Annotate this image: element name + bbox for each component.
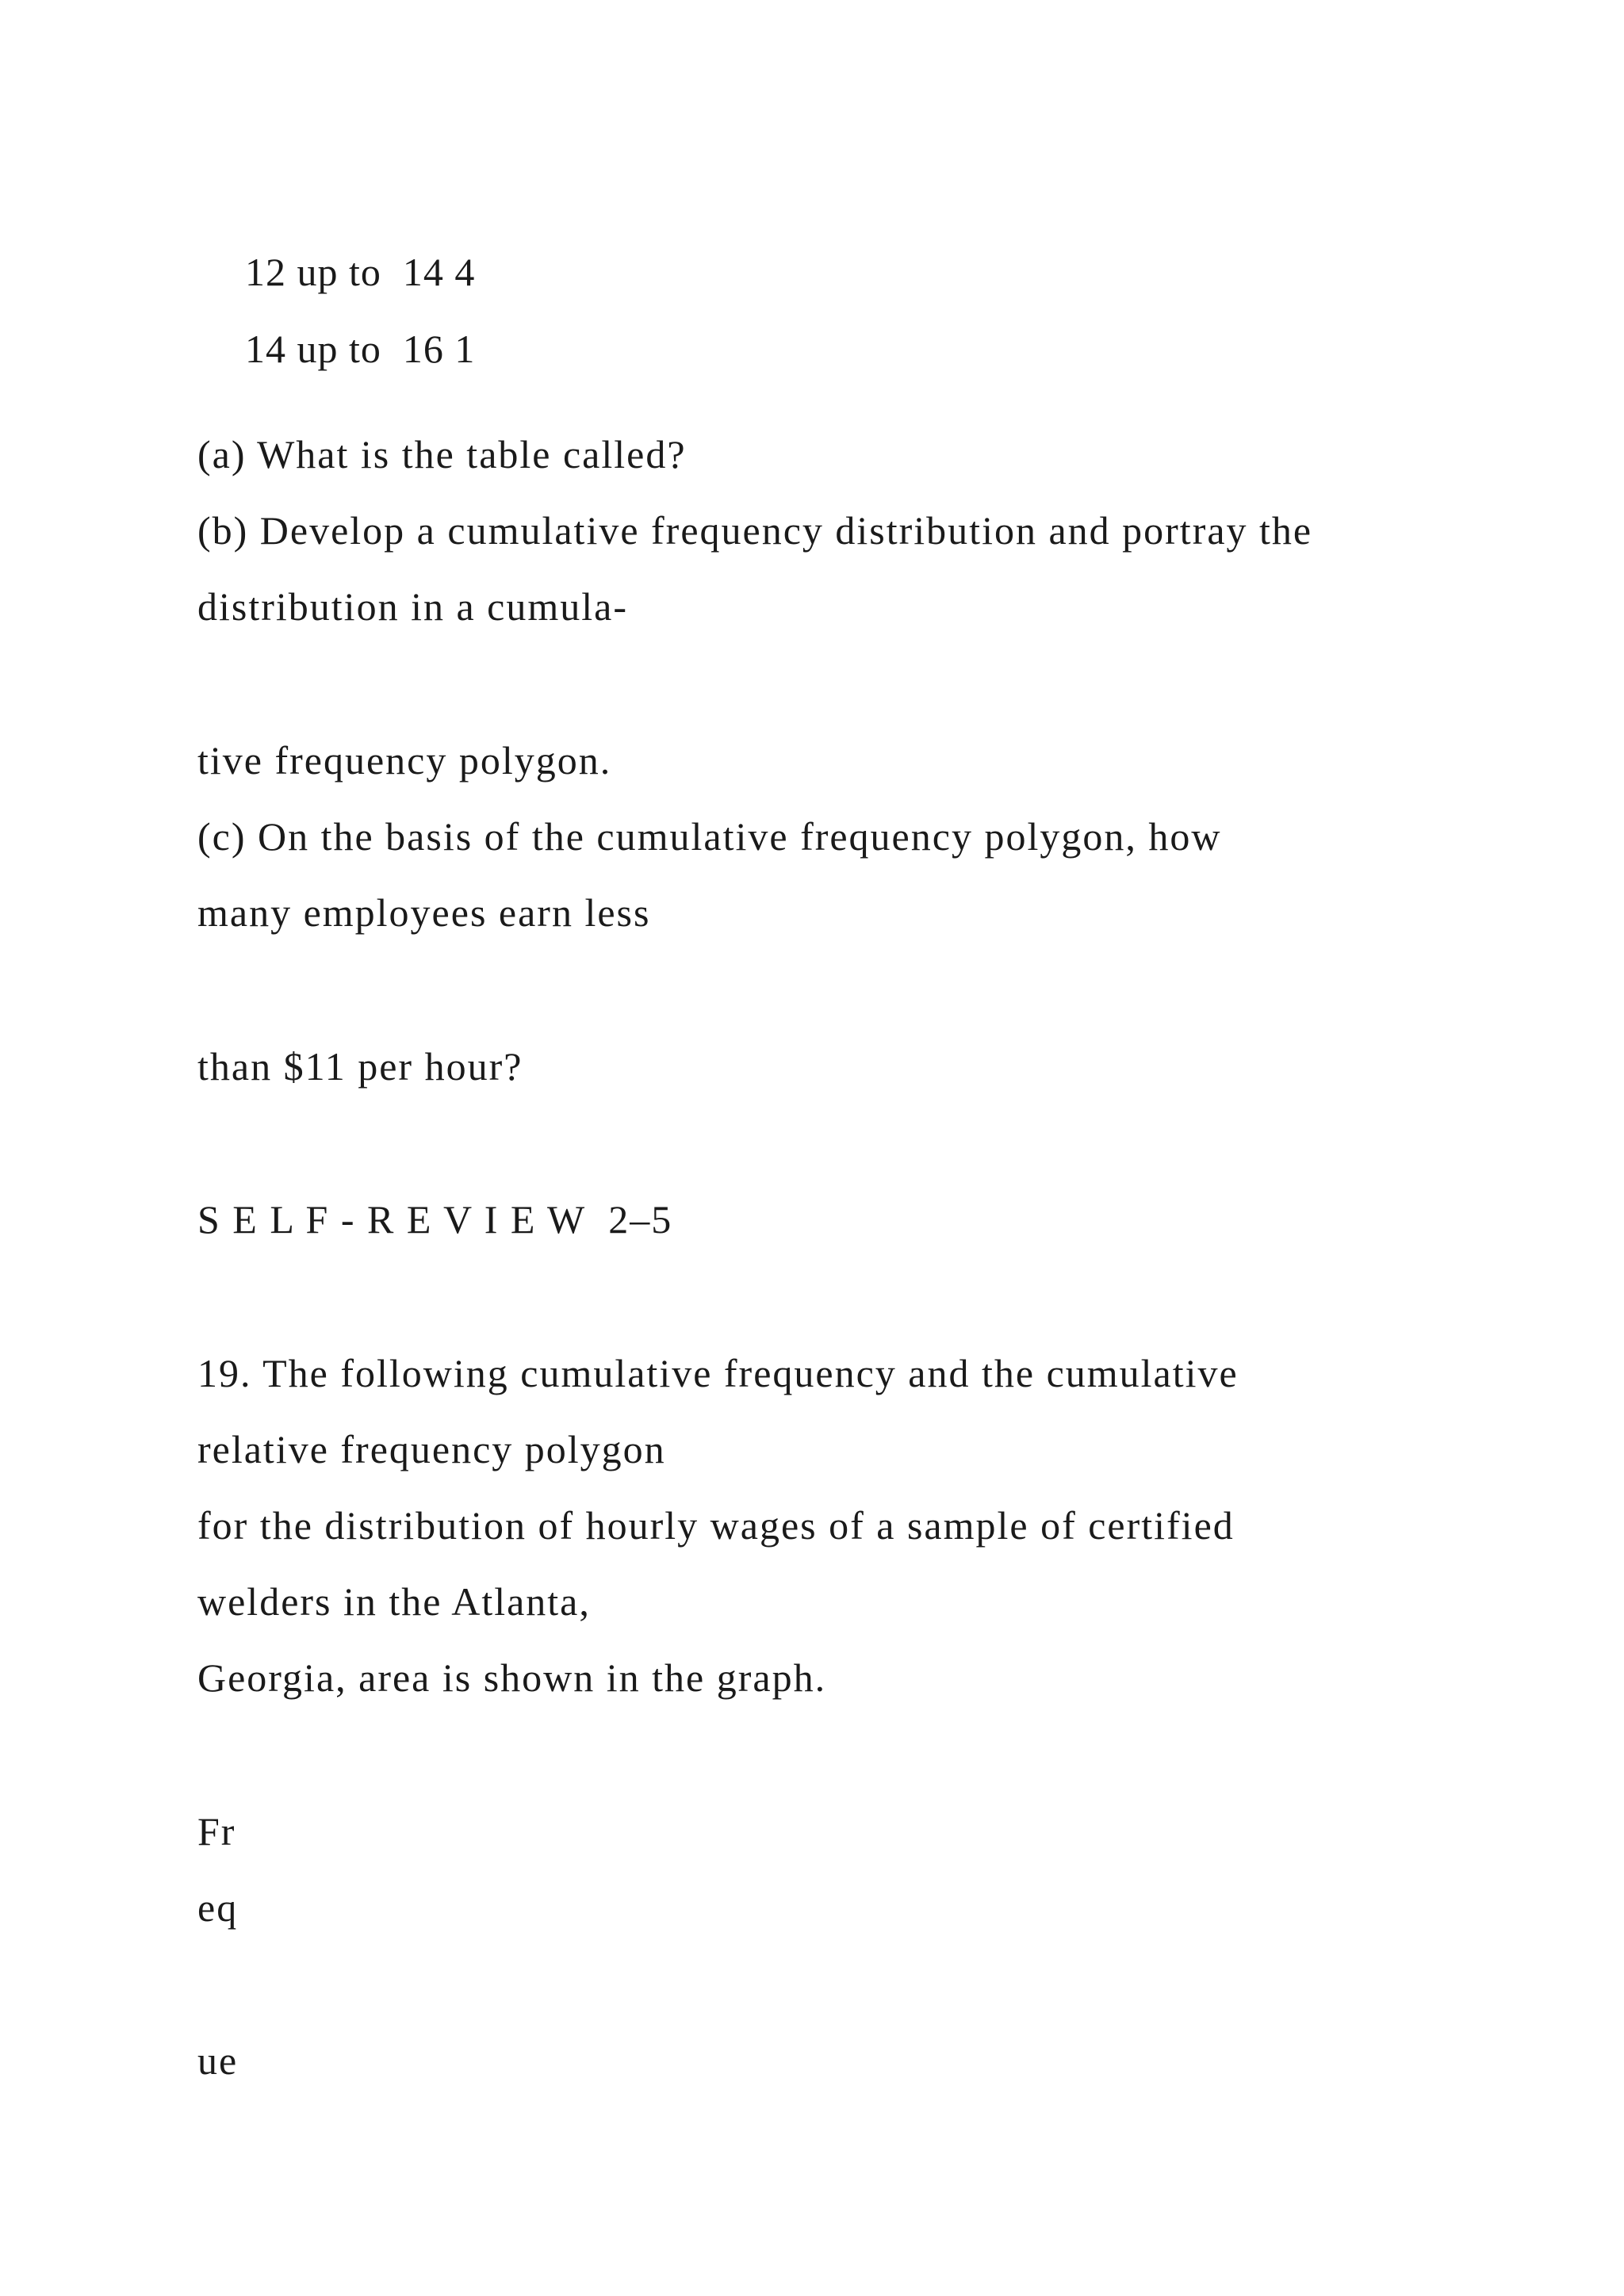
question-c-line-3: than $11 per hour? — [197, 1044, 523, 1089]
class-range: 12 up to 14 — [245, 250, 444, 294]
axis-fragment: eq — [197, 1885, 239, 1930]
frequency-value: 1 — [454, 327, 476, 371]
exercise-19-line-3: for the distribution of hourly wages of a sample of certified — [197, 1503, 1235, 1548]
question-b-line-2: distribution in a cumula- — [197, 584, 628, 629]
question-a: (a) What is the table called? — [197, 432, 687, 476]
exercise-19-line-2: relative frequency polygon — [197, 1427, 666, 1471]
question-b-line-3: tive frequency polygon. — [197, 738, 612, 783]
question-c-line-1: (c) On the basis of the cumulative frequency polygon, how — [197, 814, 1222, 859]
question-c-line-2: many employees earn less — [197, 890, 651, 935]
exercise-19-line-5: Georgia, area is shown in the graph. — [197, 1655, 827, 1700]
self-review-heading: S E L F - R E V I E W 2–5 — [197, 1197, 673, 1242]
frequency-value: 4 — [454, 250, 476, 294]
axis-fragment: ue — [197, 2038, 239, 2083]
axis-fragment: Fr — [197, 1809, 236, 1854]
exercise-19-line-4: welders in the Atlanta, — [197, 1579, 591, 1624]
table-row — [224, 277, 475, 373]
question-b-line-1: (b) Develop a cumulative frequency distribution and portray the — [197, 508, 1313, 553]
class-range: 14 up to 16 — [245, 327, 444, 371]
exercise-19-line-1: 19. The following cumulative frequency and the cumulative — [197, 1351, 1239, 1395]
